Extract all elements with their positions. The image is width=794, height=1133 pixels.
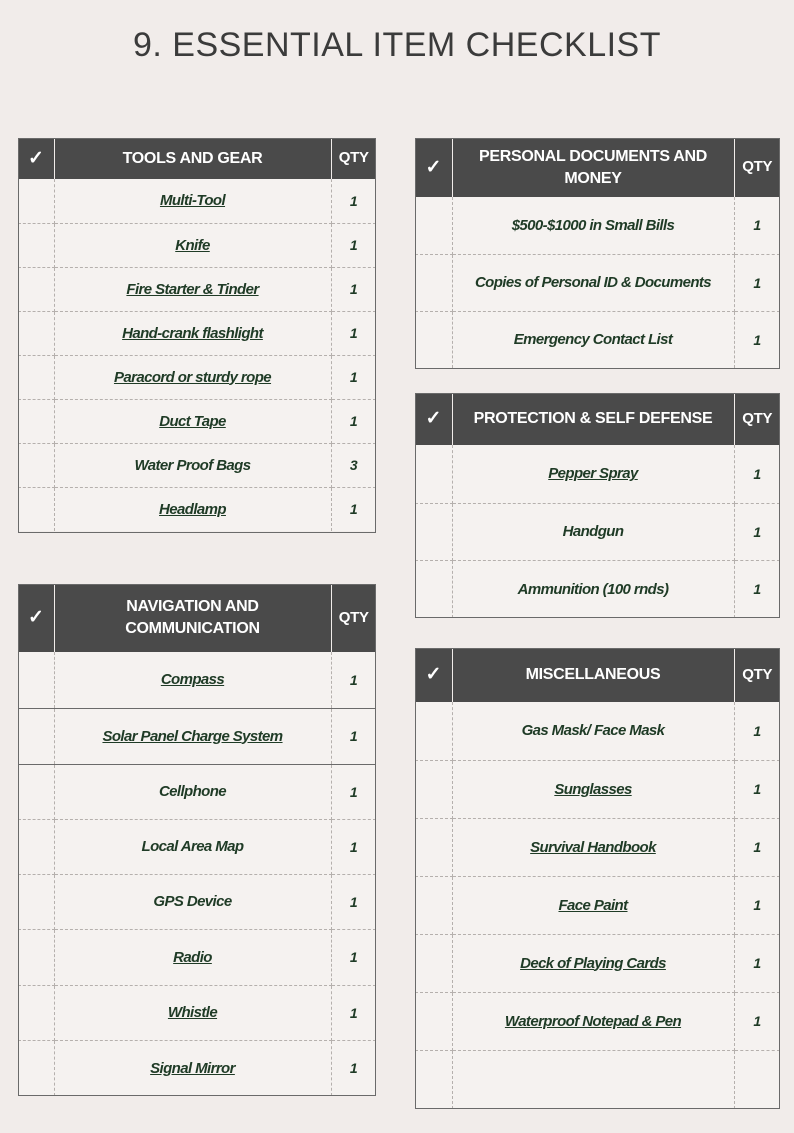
table-title-line: NAVIGATION AND [126, 598, 259, 616]
check-column-header: ✓ [415, 138, 452, 197]
item-label: Copies of Personal ID & Documents [474, 274, 712, 291]
item-cell [54, 874, 331, 929]
table-title: MISCELLANEOUS [452, 648, 734, 702]
checkbox-cell[interactable] [415, 934, 452, 992]
qty-cell: 1 [734, 992, 780, 1050]
table-row [18, 985, 376, 1040]
qty-column-header: QTY [331, 584, 376, 652]
item-cell [452, 254, 734, 311]
qty-cell: 1 [331, 764, 376, 819]
table-title [452, 138, 734, 197]
item-cell [54, 764, 331, 819]
qty-cell: 1 [734, 197, 780, 254]
qty-cell: 1 [331, 652, 376, 708]
qty-cell: 1 [753, 331, 762, 348]
table-row [18, 819, 376, 874]
checkbox-cell[interactable] [18, 929, 54, 985]
item-cell [54, 267, 331, 311]
table-row [415, 702, 780, 760]
qty-cell: 1 [331, 874, 376, 929]
table-row [415, 311, 780, 368]
table-row [415, 503, 780, 560]
item-cell [54, 708, 331, 764]
qty-cell: 1 [734, 702, 780, 760]
item-label[interactable]: Duct Tape [159, 412, 226, 430]
checkbox-cell[interactable] [415, 311, 452, 368]
checkbox-cell[interactable] [18, 764, 54, 819]
checkbox-cell[interactable] [18, 652, 54, 708]
navigation-communication-table [18, 584, 376, 1096]
checkbox-cell[interactable] [18, 223, 54, 267]
qty-cell: 1 [734, 445, 780, 503]
page-title: 9. ESSENTIAL ITEM CHECKLIST [132, 26, 662, 64]
checkbox-cell[interactable] [18, 399, 54, 443]
qty-cell: 1 [331, 929, 376, 985]
item-label[interactable]: Knife [175, 236, 210, 254]
checkbox-cell[interactable] [415, 503, 452, 560]
checkbox-cell[interactable] [415, 254, 452, 311]
item-cell [452, 992, 734, 1050]
item-label[interactable]: Multi-Tool [159, 192, 226, 210]
table-row [415, 760, 780, 818]
qty-cell: 1 [331, 355, 376, 399]
table-row [415, 934, 780, 992]
checkbox-cell[interactable] [415, 197, 452, 254]
qty-cell: 1 [734, 503, 780, 560]
item-cell [54, 399, 331, 443]
item-label: Cellphone [158, 783, 227, 800]
qty-cell: 1 [331, 819, 376, 874]
table-row [18, 929, 376, 985]
checkbox-cell[interactable] [415, 760, 452, 818]
table-row [18, 764, 376, 819]
table-header-row [415, 648, 780, 702]
table-row [18, 874, 376, 929]
qty-cell: 1 [349, 1060, 358, 1077]
tools-and-gear-table [18, 138, 376, 531]
item-label[interactable]: Face Paint [558, 896, 628, 914]
checkbox-cell[interactable] [415, 992, 452, 1050]
qty-cell: 1 [734, 254, 780, 311]
table-row [415, 876, 780, 934]
qty-column-header: QTY [734, 138, 780, 197]
qty-cell: 1 [331, 179, 376, 223]
checkbox-cell[interactable] [415, 445, 452, 503]
checkbox-cell[interactable] [18, 874, 54, 929]
item-cell [452, 560, 734, 618]
item-label[interactable]: Survival Handbook [530, 838, 656, 856]
table-header-row [18, 584, 376, 652]
qty-cell: 1 [734, 760, 780, 818]
item-label: Local Area Map [141, 838, 244, 855]
qty-cell: 3 [331, 443, 376, 487]
item-label: $500-$1000 in Small Bills [511, 216, 675, 234]
item-cell [452, 818, 734, 876]
table-header-row [18, 138, 376, 179]
checkbox-cell[interactable] [415, 818, 452, 876]
item-label[interactable]: Fire Starter & Tinder [126, 280, 259, 298]
item-label[interactable]: Paracord or sturdy rope [113, 368, 272, 386]
table-row [18, 267, 376, 311]
table-row [18, 487, 376, 531]
personal-documents-table [415, 138, 780, 368]
table-row [18, 179, 376, 223]
item-cell [54, 311, 331, 355]
item-label[interactable]: Solar Panel Charge System [102, 727, 283, 745]
qty-cell: 1 [734, 934, 780, 992]
item-cell [54, 179, 331, 223]
checkbox-cell[interactable] [18, 985, 54, 1040]
checkbox-cell[interactable] [415, 1050, 452, 1109]
item-label: GPS Device [153, 893, 232, 910]
item-cell [54, 355, 331, 399]
table-row [415, 197, 780, 254]
checkbox-cell[interactable] [18, 267, 54, 311]
qty-cell: 1 [331, 267, 376, 311]
item-label[interactable]: Compass [160, 671, 225, 689]
checkbox-cell[interactable] [18, 487, 54, 531]
checkbox-cell[interactable] [18, 355, 54, 399]
checkbox-cell[interactable] [18, 1040, 54, 1096]
checkbox-cell[interactable] [18, 443, 54, 487]
item-cell [452, 876, 734, 934]
table-row [18, 1040, 376, 1096]
qty-cell: 1 [331, 708, 376, 764]
item-cell [452, 702, 734, 760]
table-title-line: PERSONAL DOCUMENTS AND [478, 147, 708, 165]
table-row [18, 708, 376, 764]
item-label: Emergency Contact List [513, 331, 673, 349]
item-label[interactable]: Whistle [167, 1004, 218, 1021]
item-cell [452, 934, 734, 992]
table-title-line: COMMUNICATION [125, 620, 260, 637]
item-label[interactable]: Signal Mirror [150, 1059, 235, 1077]
item-label[interactable]: Waterproof Notepad & Pen [504, 1012, 682, 1030]
table-row [18, 223, 376, 267]
qty-column-header: QTY [331, 138, 376, 179]
item-cell [54, 487, 331, 531]
item-label[interactable]: Headlamp [159, 500, 226, 518]
miscellaneous-table [415, 648, 780, 1109]
item-cell [452, 197, 734, 254]
table-title: TOOLS AND GEAR [54, 138, 331, 179]
checkbox-cell[interactable] [18, 708, 54, 764]
checkbox-cell[interactable] [415, 876, 452, 934]
qty-cell [734, 1050, 780, 1109]
qty-cell: 1 [349, 501, 358, 518]
table-row [415, 254, 780, 311]
checkbox-cell[interactable] [415, 702, 452, 760]
table-row [415, 992, 780, 1050]
checkbox-cell[interactable] [18, 819, 54, 874]
qty-cell: 1 [331, 399, 376, 443]
qty-cell: 1 [734, 876, 780, 934]
item-cell [452, 1050, 734, 1109]
item-label: Ammunition (100 rnds) [517, 580, 669, 598]
protection-self-defense-table [415, 393, 780, 618]
item-label[interactable]: Pepper Spray [548, 465, 638, 483]
check-column-header: ✓ [18, 584, 54, 652]
qty-cell: 1 [331, 223, 376, 267]
item-cell [54, 443, 331, 487]
table-header-row [415, 138, 780, 197]
qty-column-header: QTY [734, 393, 780, 445]
item-cell [54, 223, 331, 267]
table-row [415, 560, 780, 618]
check-column-header: ✓ [415, 648, 452, 702]
qty-cell: 1 [734, 818, 780, 876]
item-cell [452, 445, 734, 503]
item-label[interactable]: Radio [173, 948, 212, 966]
qty-cell: 1 [331, 311, 376, 355]
table-row [18, 443, 376, 487]
checkbox-cell[interactable] [415, 560, 452, 618]
item-label: Handgun [562, 523, 624, 540]
checkbox-cell[interactable] [18, 311, 54, 355]
item-label[interactable]: Sunglasses [554, 780, 632, 798]
qty-cell: 1 [331, 985, 376, 1040]
table-title [54, 584, 331, 652]
table-row [18, 311, 376, 355]
table-header-row [415, 393, 780, 445]
item-cell [54, 652, 331, 708]
item-label: Water Proof Bags [134, 456, 251, 474]
table-row [415, 818, 780, 876]
table-row [18, 355, 376, 399]
item-cell [452, 503, 734, 560]
table-row [18, 652, 376, 708]
item-label[interactable]: Hand-crank flashlight [122, 324, 263, 342]
qty-column-header: QTY [734, 648, 780, 702]
table-row [415, 445, 780, 503]
checkbox-cell[interactable] [18, 179, 54, 223]
check-column-header: ✓ [18, 138, 54, 179]
table-title: PROTECTION & SELF DEFENSE [452, 393, 734, 445]
table-row-empty [415, 1050, 780, 1109]
item-cell [54, 929, 331, 985]
item-cell [452, 760, 734, 818]
item-label[interactable]: Gas Mask/ Face Mask [521, 722, 665, 740]
qty-cell: 1 [753, 581, 762, 598]
item-cell [452, 311, 734, 368]
item-cell [54, 985, 331, 1040]
table-row [18, 399, 376, 443]
item-cell [54, 819, 331, 874]
item-cell [54, 1040, 331, 1096]
item-label[interactable]: Deck of Playing Cards [520, 954, 666, 972]
table-title-line: MONEY [564, 169, 622, 187]
check-column-header: ✓ [415, 393, 452, 445]
